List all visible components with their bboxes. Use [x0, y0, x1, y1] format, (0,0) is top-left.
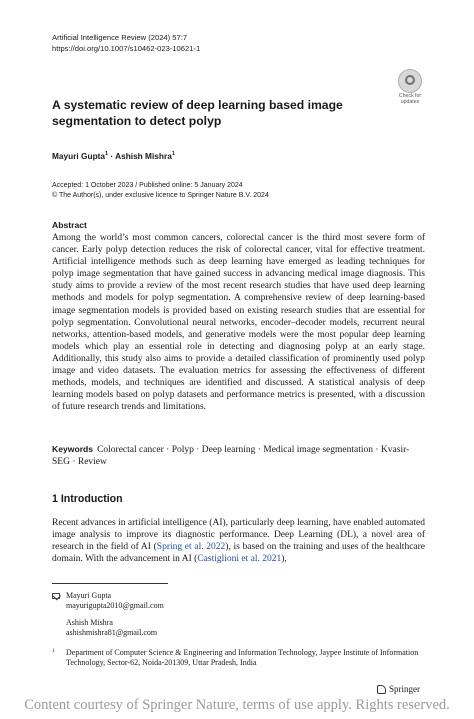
- springer-horse-icon: [377, 685, 386, 694]
- keywords-list: Colorectal cancer · Polyp · Deep learning · Medical image segmentation · Kvasir-SEG · Review: [52, 445, 410, 468]
- introduction-paragraph: [52, 517, 425, 565]
- keywords: [52, 443, 425, 468]
- contact-entry: [52, 591, 164, 612]
- intro-text-3: ),: [281, 554, 287, 565]
- author-affiliation-mark: 1: [171, 151, 175, 158]
- keywords-label: Keywords: [52, 444, 94, 454]
- badge-line-1: Check for: [398, 93, 422, 99]
- check-for-updates-badge[interactable]: [393, 69, 427, 103]
- author-name[interactable]: Ashish Mishra: [115, 151, 172, 161]
- contact-name: Mayuri Gupta: [66, 591, 112, 600]
- publisher-name: Springer: [389, 684, 420, 694]
- check-for-updates-icon: [398, 69, 422, 93]
- affiliation-footnote: [52, 648, 432, 669]
- date-history: Accepted: 1 October 2023 / Published online: 5 January 2024: [52, 182, 243, 189]
- intro-text-1: Recent advances in artificial intelligence (AI), particularly deep learning, have enabled automated image analysis to improve its diagnostic performance. Deep Learning (DL), a novel area of research in the field of AI (: [52, 518, 425, 553]
- copyright-line: © The Author(s), under exclusive licence to Springer Nature B.V. 2024: [52, 192, 269, 199]
- citation-link[interactable]: Castiglioni et al. 2021: [197, 554, 282, 565]
- section-heading-introduction: 1 Introduction: [52, 493, 123, 505]
- corresponding-contacts: [52, 591, 164, 644]
- abstract-body: Among the world’s most common cancers, colorectal cancer is the third most severe form of cancer. Early polyp detection reduces the risk of colorectal cancer, vital for effective treatment. Artificial intelligence methods such as deep learning have emerged as leading techniques for polyp image segmentation that have gained success in advancing medical image diagnosis. This study aims to provide a review of the most recent research studies that have used deep learning methods and models for polyp segmentation. A comprehensive review of deep learning-based image segmentation models is provided based on existing research studies that are essential for polyp segmentation. Convolutional neural networks, encoder–decoder models, recurrent neural networks, attention-based models, and generative models were the most popular deep learning models which play an essential role in detecting and diagnosing polyp at an early stage. Additionally, this study also aims to provide a detailed classification of prominently used polyp image and video datasets. The evaluation metrics for assessing the effectiveness of different methods, models, and techniques are identified and discussed. A statistical analysis of deep learning models based on polyp datasets and performance metrics is presented, with a discussion of future research trends and limitations.: [52, 233, 425, 413]
- journal-header: [52, 32, 200, 54]
- author-separator: ·: [108, 151, 116, 161]
- author-name[interactable]: Mayuri Gupta: [52, 151, 106, 161]
- contact-email[interactable]: ashishmishra81@gmail.com: [66, 627, 158, 637]
- publication-dates: [52, 181, 269, 201]
- intro-text-2: ), is based on the training and uses of the healthcare domain. With the advancement in AI (: [52, 542, 426, 565]
- author-list: [52, 151, 175, 161]
- envelope-icon: [52, 593, 60, 599]
- doi-link[interactable]: https://doi.org/10.1007/s10462-023-10621-1: [52, 44, 201, 53]
- abstract-heading: Abstract: [52, 220, 87, 230]
- courtesy-watermark: Content courtesy of Springer Nature, terms of use apply. Rights reserved.: [24, 697, 450, 713]
- springer-logo: [377, 684, 420, 694]
- footnote-divider: [52, 583, 168, 584]
- affiliation-text: Department of Computer Science & Engineering and Information Technology, Jaypee Institute of Information Technology, Sector-62, Noida-201309, Uttar Pradesh, India: [66, 648, 419, 668]
- journal-citation: Artificial Intelligence Review (2024) 57:7: [52, 33, 188, 42]
- badge-line-2: updates: [400, 98, 420, 105]
- contact-email[interactable]: mayurigupta2010@gmail.com: [66, 601, 164, 611]
- contact-entry: [52, 618, 164, 639]
- citation-link[interactable]: Spring et al. 2022: [156, 542, 226, 553]
- contact-name: Ashish Mishra: [66, 617, 113, 627]
- author-affiliation-mark: 1: [105, 151, 109, 158]
- article-title: A systematic review of deep learning based image segmentation to detect polyp: [52, 98, 343, 128]
- affiliation-number: 1: [52, 648, 55, 654]
